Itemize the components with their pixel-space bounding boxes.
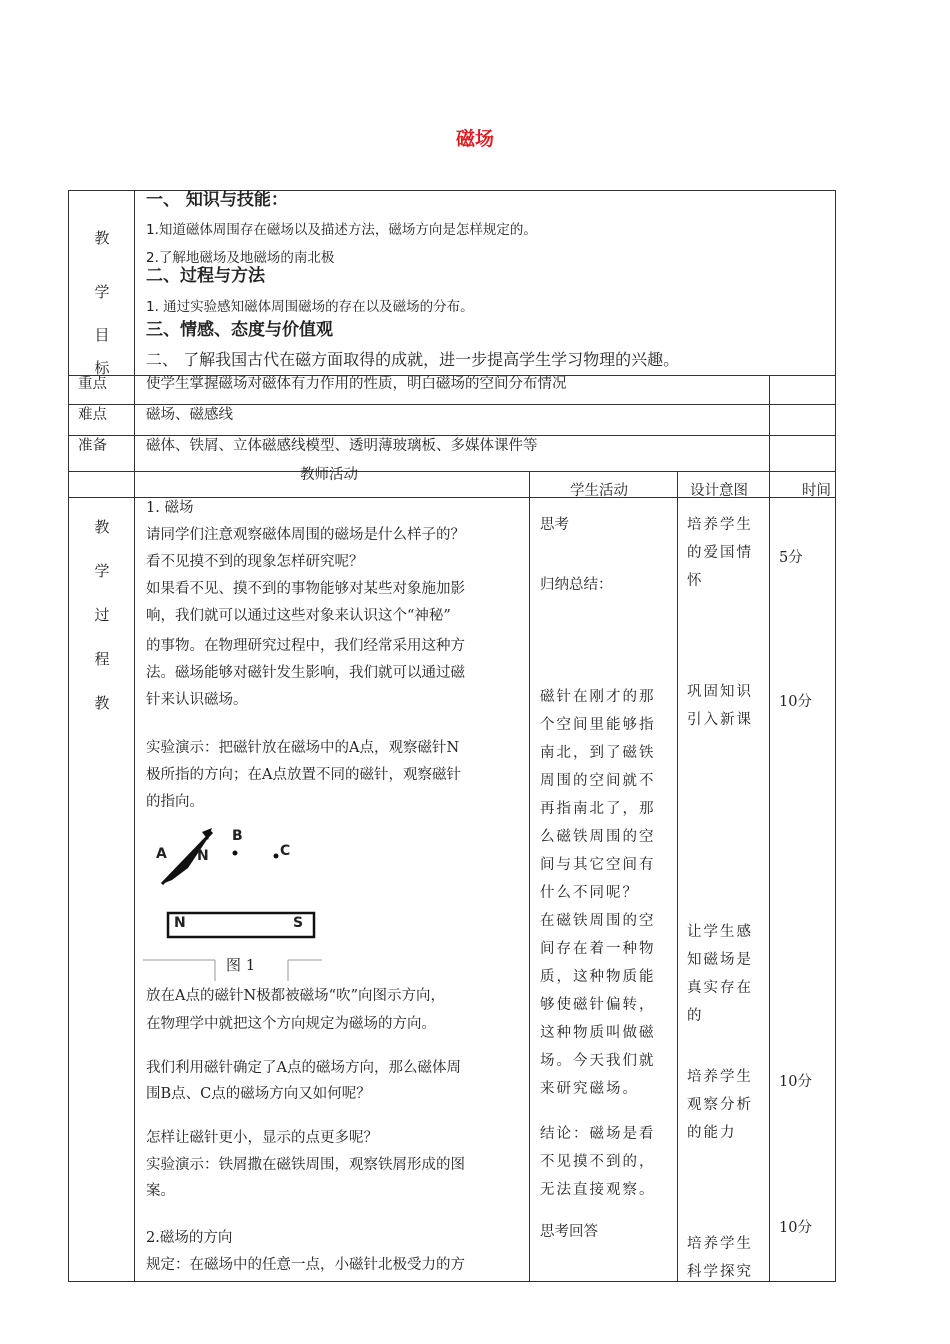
- design-line: 知磁场是: [687, 952, 753, 968]
- teacher-text: 的事物。在物理研究过程中，我们经常采用这种方: [146, 638, 465, 654]
- teacher-text: 怎样让磁针更小，显示的点更多呢？: [146, 1130, 378, 1146]
- process-label-char: 程: [94, 650, 110, 668]
- teacher-text: 放在A点的磁针N极都被磁场“吹”向图示方向，: [146, 988, 445, 1004]
- teacher-text: 法。磁场能够对磁针发生影响，我们就可以通过磁: [146, 665, 465, 681]
- process-label-char: 过: [94, 606, 110, 624]
- teacher-text: 1. 磁场: [146, 500, 194, 516]
- teacher-text: 实验演示：把磁针放在磁场中的A点，观察磁针N: [146, 740, 460, 756]
- student-line: 在磁铁周围的空: [540, 913, 656, 929]
- student-line: 周围的空间就不: [540, 773, 656, 789]
- point-c-label: C: [280, 843, 291, 859]
- teacher-text: 我们利用磁针确定了A点的磁场方向，那么磁体周: [146, 1060, 461, 1076]
- design-line: 引入新课: [687, 712, 753, 728]
- needle-n-label: N: [197, 848, 209, 864]
- header-design-intent: 设计意图: [690, 483, 748, 499]
- process-label-char: 学: [94, 562, 110, 580]
- time-value: 5分: [779, 550, 803, 566]
- student-line: 质，这种物质能: [540, 969, 656, 985]
- objective-item: 2.了解地磁场及地磁场的南北极: [146, 250, 335, 266]
- objectives-label-char: 学: [94, 283, 110, 301]
- student-line: 这种物质叫做磁: [540, 1025, 656, 1041]
- teacher-text: 案。: [146, 1183, 175, 1199]
- student-line: 间存在着一种物: [540, 941, 656, 957]
- student-text: 思考: [540, 517, 569, 533]
- objective-item: 1.知道磁体周围存在磁场以及描述方法，磁场方向是怎样规定的。: [146, 222, 537, 238]
- teacher-text: 规定：在磁场中的任意一点，小磁针北极受力的方: [146, 1257, 465, 1273]
- teacher-text: 看不见摸不到的现象怎样研究呢？: [146, 554, 364, 570]
- student-text: 归纳总结：: [540, 577, 613, 593]
- design-line: 观察分析: [687, 1097, 753, 1113]
- student-line: 南北，到了磁铁: [540, 745, 656, 761]
- objective-heading-process: 二、过程与方法: [146, 266, 265, 286]
- student-line: 个空间里能够指: [540, 717, 656, 733]
- design-line: 的能力: [687, 1125, 737, 1141]
- design-line: 培养学生: [687, 517, 753, 533]
- objectives-label-char: 教: [94, 229, 110, 247]
- teacher-text: 极所指的方向；在A点放置不同的磁针，观察磁针: [146, 767, 461, 783]
- point-b-label: B: [232, 828, 243, 844]
- student-line: 什么不同呢？: [540, 885, 639, 901]
- preparation-label: 准备: [78, 438, 107, 454]
- student-line: 么磁铁周围的空: [540, 829, 656, 845]
- point-b-dot: [233, 851, 238, 856]
- design-line: 的爱国情: [687, 545, 753, 561]
- figure-caption: 图 1: [226, 956, 256, 974]
- column-divider-student: [677, 471, 678, 1282]
- student-line: 场。今天我们就: [540, 1053, 656, 1069]
- design-line: 科学探究: [687, 1264, 753, 1280]
- header-teacher-activity: 教师活动: [300, 467, 358, 483]
- time-value: 10分: [779, 694, 812, 710]
- student-line: 不见摸不到的，: [540, 1154, 656, 1170]
- student-line: 间与其它空间有: [540, 857, 656, 873]
- time-value: 10分: [779, 1220, 812, 1236]
- teacher-text: 实验演示：铁屑撒在磁铁周围，观察铁屑形成的图: [146, 1157, 465, 1173]
- student-line: 再指南北了，那: [540, 801, 656, 817]
- design-line: 的: [687, 1008, 704, 1024]
- key-point-label: 重点: [78, 376, 107, 392]
- student-text: 思考回答: [540, 1224, 598, 1240]
- teacher-text: 在物理学中就把这个方向规定为磁场的方向。: [146, 1016, 436, 1032]
- objectives-label-char: 标: [94, 359, 110, 377]
- row-divider-prep: [68, 471, 836, 472]
- objective-heading-knowledge: 一、 知识与技能：: [146, 190, 288, 210]
- preparation-text: 磁体、铁屑、立体磁感线模型、透明薄玻璃板、多媒体课件等: [146, 438, 538, 454]
- student-line: 无法直接观察。: [540, 1182, 656, 1198]
- point-a-label: A: [156, 846, 167, 862]
- column-divider-design: [769, 375, 770, 1282]
- design-line: 真实存在: [687, 980, 753, 996]
- column-divider-label: [134, 190, 135, 1282]
- process-label-char: 教: [94, 518, 110, 536]
- magnet-n-label: N: [174, 915, 186, 931]
- student-line: 来研究磁场。: [540, 1081, 639, 1097]
- objective-item: 二、 了解我国古代在磁方面取得的成就，进一步提高学生学习物理的兴趣。: [146, 350, 680, 369]
- point-c-dot: [274, 854, 279, 859]
- column-divider-teacher: [529, 471, 530, 1282]
- student-line: 结论：磁场是看: [540, 1126, 656, 1142]
- teacher-text: 的指向。: [146, 794, 204, 810]
- magnet-s-label: S: [293, 915, 304, 931]
- time-value: 10分: [779, 1074, 812, 1090]
- objectives-label-char: 目: [94, 326, 110, 344]
- design-line: 培养学生: [687, 1069, 753, 1085]
- difficulty-label: 难点: [78, 407, 107, 423]
- student-line: 够使磁针偏转，: [540, 997, 656, 1013]
- design-line: 培养学生: [687, 1236, 753, 1252]
- student-line: 磁针在刚才的那: [540, 689, 656, 705]
- process-label-char: 教: [94, 694, 110, 712]
- key-point-text: 使学生掌握磁场对磁体有力作用的性质，明白磁场的空间分布情况: [146, 376, 567, 392]
- teacher-text: 针来认识磁场。: [146, 692, 248, 708]
- objective-item: 1. 通过实验感知磁体周围磁场的存在以及磁场的分布。: [146, 299, 474, 315]
- teacher-text: 围B点、C点的磁场方向又如何呢？: [146, 1086, 371, 1102]
- teacher-text: 2.磁场的方向: [146, 1230, 233, 1246]
- page-title: 磁场: [455, 128, 494, 150]
- teacher-text: 请同学们注意观察磁体周围的磁场是什么样子的？: [146, 527, 465, 543]
- header-student-activity: 学生活动: [570, 483, 628, 499]
- teacher-text: 如果看不见、摸不到的事物能够对某些对象施加影: [146, 581, 465, 597]
- teacher-text: 响，我们就可以通过这些对象来认识这个“神秘”: [146, 608, 451, 624]
- figure-1: [140, 818, 330, 983]
- design-line: 怀: [687, 573, 704, 589]
- header-time: 时间: [802, 483, 831, 499]
- difficulty-text: 磁场、磁感线: [146, 407, 233, 423]
- design-line: 让学生感: [687, 924, 753, 940]
- objective-heading-values: 三、情感、态度与价值观: [146, 320, 333, 340]
- design-line: 巩固知识: [687, 684, 753, 700]
